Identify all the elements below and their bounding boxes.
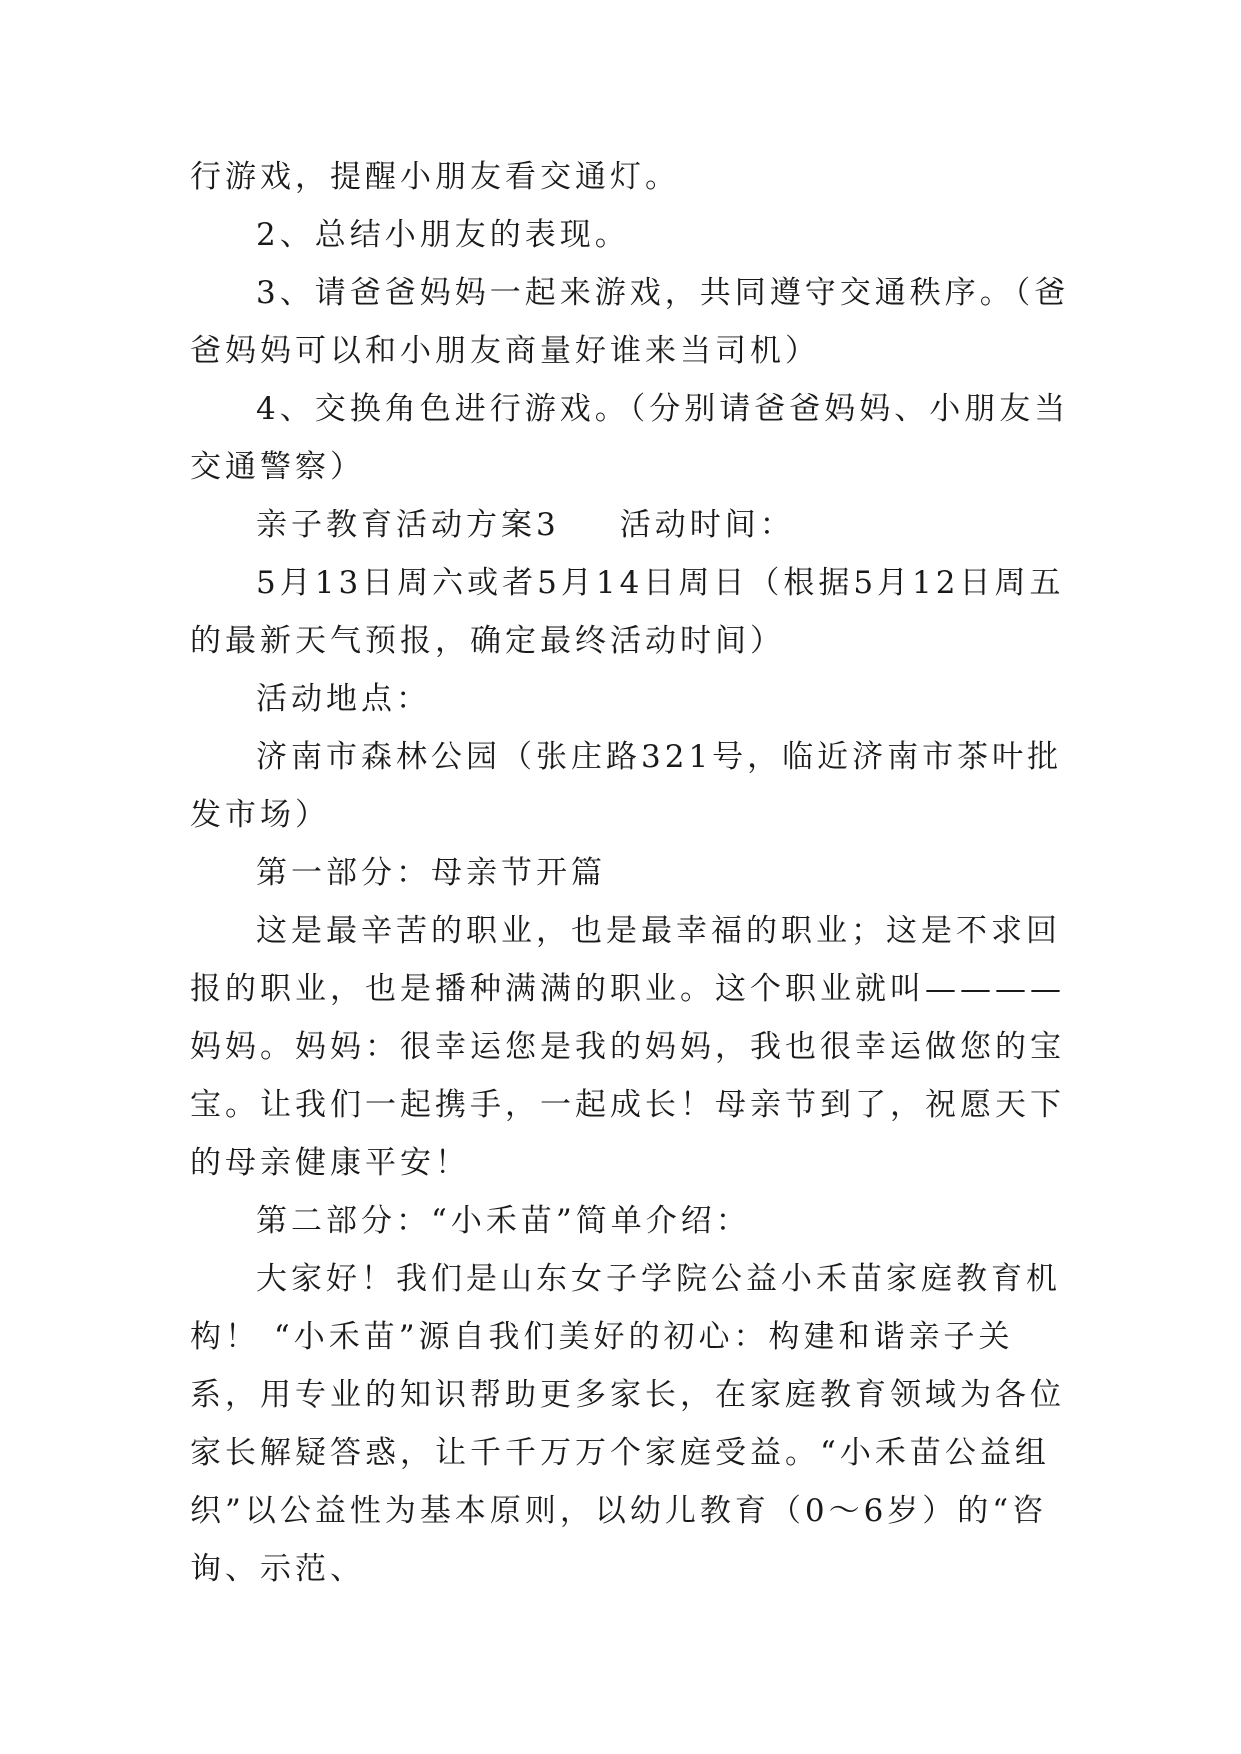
paragraph-activity-time: 5月13日周六或者5月14日周日（根据5月12日周五的最新天气预报，确定最终活动时间）: [190, 565, 1065, 659]
document-body: [190, 148, 1070, 1598]
activity-time-label: 活动时间：: [619, 507, 795, 543]
paragraph-location: 济南市森林公园（张庄路321号，临近济南市茶叶批发市场）: [190, 739, 1063, 833]
paragraph-summary: 2、总结小朋友的表现。: [256, 217, 630, 253]
plan-title: 亲子教育活动方案3: [256, 507, 560, 543]
paragraph-mothers-day: 这是最辛苦的职业，也是最幸福的职业；这是不求回报的职业，也是播种满满的职业。这个职业就叫————妈妈。妈妈：很幸运您是我的妈妈，我也很幸运做您的宝宝。让我们一起携手，一起成长！母亲节到了，祝愿天下的母亲健康平安！: [190, 913, 1065, 1181]
section-heading-part-one: 第一部分：母亲节开篇: [256, 855, 606, 891]
paragraph-game-continuation: 行游戏，提醒小朋友看交通灯。: [190, 159, 680, 195]
paragraph-swap-roles: 4、交换角色进行游戏。（分别请爸爸妈妈、小朋友当交通警察）: [190, 391, 1070, 485]
paragraph-location-label: 活动地点：: [256, 681, 431, 717]
paragraph-plan-heading: [190, 496, 1070, 554]
section-heading-part-two: 第二部分：“小禾苗”简单介绍：: [256, 1203, 751, 1239]
paragraph-organization-intro: 大家好！我们是山东女子学院公益小禾苗家庭教育机构！ “小禾苗”源自我们美好的初心：构建和谐亲子关系，用专业的知识帮助更多家长，在家庭教育领域为各位家长解疑答惑，让千千万万个家庭受益。“小禾苗公益组织”以公益性为基本原则，以幼儿教育（0～6岁）的“咨询、示范、: [190, 1261, 1065, 1587]
paragraph-parents-join: 3、请爸爸妈妈一起来游戏，共同遵守交通秩序。（爸爸妈妈可以和小朋友商量好谁来当司机）: [190, 275, 1070, 369]
